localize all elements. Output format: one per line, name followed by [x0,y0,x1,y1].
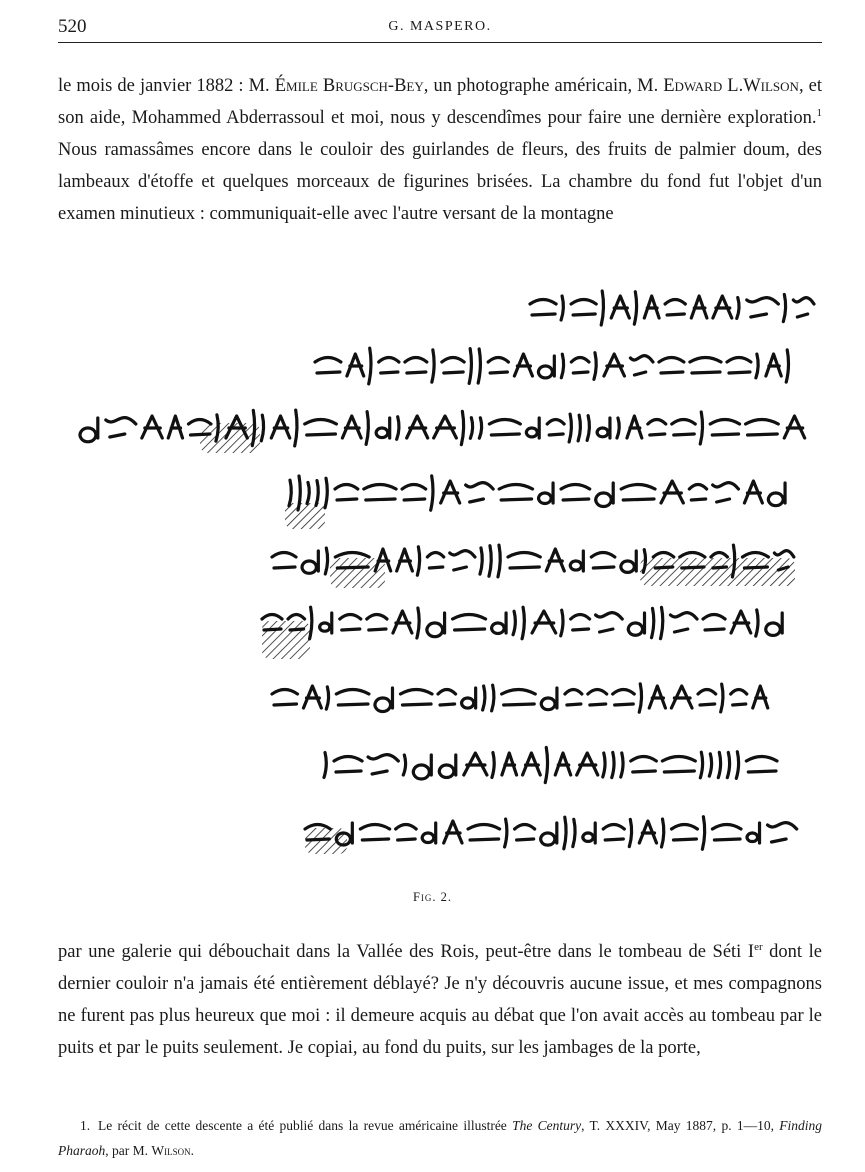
hieratic-stroke [731,611,751,633]
hieratic-stroke [432,350,434,382]
hieratic-stroke [302,551,318,573]
hieratic-stroke [768,483,785,506]
hieratic-stroke [596,613,623,632]
hieratic-stroke [369,348,371,384]
hieratic-stroke [700,752,702,778]
hieratic-stroke [325,548,327,574]
hieratic-stroke [326,687,328,709]
hieratic-stroke [612,752,614,777]
footnote-number: 1. [80,1118,91,1133]
hieratic-stroke [629,819,631,846]
hieratic-stroke [400,690,432,706]
hieratic-stroke [631,757,657,773]
hieratic-stroke [492,685,494,711]
hieratic-stroke [621,485,655,501]
hieratic-stroke [613,690,635,706]
hieratic-stroke [649,686,665,708]
hieratic-stroke [700,412,702,444]
hieratic-stroke [271,416,289,438]
hieratic-stroke [713,483,739,502]
hieratic-stroke [541,688,557,710]
hieratic-stroke [315,358,341,374]
hieratic-stroke [499,485,532,501]
running-head: G. MASPERO. [388,19,492,34]
para-top-text-4: Nous ramassâmes encore dans le couloir des guirlandes de fleurs, des fruits de palmier doum, des lambeaux d'étoffe et quelques morceaux de figurines brisées. La chambre du fond fut l'objet d'un examen minutieux : communiquait-elle avec l'autre versant de la montagne [58,140,822,224]
hieratic-stroke [652,608,654,637]
hieratic-stroke [746,757,777,773]
hieratic-stroke [587,416,589,441]
hieratic-stroke [480,548,482,574]
hieratic-stroke [470,418,472,439]
hieratic-stroke [508,553,540,569]
hieratic-stroke [468,825,500,841]
hieratic-stroke [661,607,663,638]
hieratic-stroke [603,825,624,841]
hieratic-stroke [753,686,768,708]
hieratic-stroke [710,420,739,436]
hieratic-stroke [672,420,695,436]
hieratic-stroke [737,298,739,319]
hieratic-stroke [489,546,491,577]
hieratic-stroke [756,354,758,378]
hieratic-stroke [347,354,364,376]
footnote-text-1: Le récit de cette descente a été publié dans la revue américaine illustrée [98,1118,513,1133]
paragraph-bottom [58,936,822,1064]
hieratic-stroke [396,825,417,841]
hieratic-stroke [597,418,610,438]
hieratic-stroke [736,752,738,779]
hieratic-stroke [375,688,392,712]
hieratic-stroke [569,414,571,442]
hieratic-stroke [427,553,443,569]
hieratic-stroke [461,411,463,444]
hieratic-stroke [444,821,462,843]
hieratic-stroke [718,752,720,777]
hieratic-stroke [522,607,524,639]
hieratic-stroke [492,613,506,633]
hieratic-stroke [698,690,716,706]
hieratic-stroke [659,358,684,374]
hieratic-stroke [393,611,412,633]
hieratic-stroke [492,753,494,778]
hieratic-stroke [469,349,471,384]
hieratic-stroke [438,690,456,706]
hieratic-stroke [295,410,297,446]
hieratic-stroke [397,417,399,439]
hieratic-stroke [594,353,596,380]
hieratic-stroke [570,551,583,571]
hieratic-stroke [564,817,566,849]
hieratic-stroke [413,755,431,779]
hieratic-stroke [603,753,605,777]
footnote-journal: The Century [512,1118,582,1133]
hieratic-stroke [661,481,683,503]
hieratic-stroke [571,300,596,316]
hieratic-stroke [502,690,536,706]
footnote-text-4: . [190,1143,194,1158]
hieratic-stroke [261,415,263,441]
hieratic-stroke [106,418,136,437]
name-wilson: Edward L.Wilson [663,76,799,96]
hieratic-stroke [671,686,692,708]
hieratic-stroke [634,292,636,325]
hieratic-stroke [532,611,556,633]
hieratic-stroke [565,690,582,706]
hieratic-stroke [342,416,361,438]
hieratic-stroke [784,416,804,438]
footnote [58,1113,822,1163]
hieratic-stroke [617,418,619,438]
hieratic-stroke [747,823,759,843]
para-top-text-1: le mois de janvier 1882 : M. [58,76,275,96]
hieratic-inscription-figure [0,278,865,878]
hieratic-stroke [747,298,779,317]
hieratic-stroke [453,615,486,631]
hieratic-stroke [561,354,563,378]
para-bottom-text-1: par une galerie qui débouchait dans la Vallée des Rois, peut-être dans le tombeau de Séti I [58,942,755,962]
hieratic-stroke [441,481,460,503]
hieratic-stroke [628,613,644,635]
hieratic-stroke [672,825,698,841]
hieratic-stroke [320,613,332,633]
hieratic-stroke [289,480,291,506]
hieratic-stroke [334,757,362,773]
hieratic-stroke [505,819,507,847]
hieratic-stroke [671,613,698,632]
hieratic-stroke [621,753,623,777]
hieratic-stroke [397,549,413,571]
hieratic-stroke [577,753,598,775]
hieratic-stroke [298,476,300,510]
hieratic-stroke [434,416,457,438]
hieratic-stroke [325,478,327,508]
hieratic-stroke [405,358,427,374]
para-bottom-text-2: dont le dernier couloir n'a jamais été entièrement déblayé? Je n'y découvris aucune issue, et mes compagnons ne furent pas plus heureux que moi : il demeure acquis au débat que l'on avait accès au tombeau par le puits et par le puits seulement. Je copiai, au fond du puits, sur les jambages de la porte, [58,942,822,1058]
page-number: 520 [58,16,87,37]
hieratic-stroke [498,545,500,577]
hieratic-stroke [488,358,508,374]
hieratic-stroke [483,686,485,710]
hieratic-stroke [324,753,326,778]
hieratic-stroke [703,615,725,631]
hieratic-stroke [376,418,390,438]
hieratic-stroke [665,300,685,316]
hieratic-stroke [756,610,758,636]
hieratic-stroke [316,481,318,506]
hieratic-stroke [561,485,590,501]
hieratic-stroke [513,611,515,634]
footnote-article-title: Finding Pharaoh [58,1118,822,1158]
hieratic-stroke [639,821,656,843]
hieratic-stroke [709,754,711,776]
hieratic-stroke [422,823,435,843]
name-brugsch: Émile Brugsch-Bey [274,76,424,96]
hieratic-stroke [689,485,706,501]
hieratic-stroke [546,549,564,571]
hieratic-stroke [545,747,547,782]
hieratic-stroke [303,686,321,708]
page-header [58,14,822,43]
hieratic-stroke [721,684,723,712]
hieratic-stroke [786,350,788,382]
hieratic-stroke [547,420,564,436]
footnote-author: Wilson [151,1143,191,1158]
footnote-text-2: , T. XXXIV, May 1887, p. 1—10, [581,1118,780,1133]
hieratic-stroke [367,615,387,631]
hieratic-stroke [746,420,779,436]
hieratic-stroke [596,483,613,506]
hieratic-stroke [766,613,782,635]
hieratic-stroke [80,418,98,442]
hieratic-stroke [417,547,419,575]
hieratic-stroke [168,416,182,438]
hieratic-stroke [514,354,532,376]
hieratic-stroke [142,416,162,438]
hieratic-stroke [417,608,419,638]
hieratic-stroke [464,753,487,775]
superscript-er: er [754,940,763,953]
hieratic-stroke [462,688,476,708]
hieratic-stroke [427,613,445,637]
hieratic-stroke [583,823,595,843]
hieratic-stroke [571,358,589,374]
hieratic-stroke [783,294,785,321]
hieratic-stroke [379,358,399,374]
hieratic-stroke [611,296,629,318]
hieratic-stroke [691,296,707,318]
hieratic-stroke [578,415,580,441]
hieratic-stroke [630,356,653,375]
hieratic-stroke [539,483,553,503]
hieratic-stroke [731,690,747,706]
hieratic-stroke [340,615,361,631]
hieratic-stroke [793,298,814,317]
hieratic-stroke [561,296,563,320]
hieratic-stroke [272,690,297,706]
hieratic-stroke [604,354,624,376]
hieratic-stroke [541,823,557,845]
hieratic-stroke [407,416,428,438]
paragraph-top [58,70,822,230]
footnote-text-3: , par M. [105,1143,152,1158]
hieratic-stroke [526,418,539,438]
hieratic-stroke [403,755,405,775]
hieratic-stroke [648,420,666,436]
hieratic-stroke [768,823,797,842]
hieratic-stroke [744,481,762,503]
hieratic-stroke [601,291,603,325]
hieratic-stroke [336,690,369,706]
hieratic-stroke [627,416,642,438]
hieratic-stroke [307,482,309,503]
hieratic-stroke [402,485,426,501]
hieratic-stroke [502,753,517,775]
hieratic-stroke [489,420,520,436]
hieratic-stroke [439,755,455,778]
hieratic-stroke [662,819,664,847]
hieratic-stroke [442,358,464,374]
hieratic-stroke [555,753,570,775]
hieratic-stroke [727,358,751,374]
footnote-reference: 1 [816,106,822,119]
hieratic-stroke [366,412,368,445]
hieratic-stroke [538,356,554,378]
hieratic-stroke [727,752,729,777]
hieratic-stroke [571,615,590,631]
hieratic-stroke [591,553,615,569]
figure-caption: Fig. 2. [412,890,453,904]
para-top-text-2: , un photographe américain, M. [423,76,664,96]
hieratic-stroke [515,825,535,841]
para-top-text-3: , et son aide, Mohammed Abderrassoul et moi, nous y descendîmes pour faire une dernière exploration. [58,76,822,128]
hieratic-stroke [712,825,741,841]
hieratic-stroke [766,354,781,376]
hieratic-stroke [360,825,389,841]
hieratic-stroke [523,753,541,775]
hieratic-stroke [450,551,475,570]
hieratic-stroke [713,296,732,318]
hieratic-stroke [530,300,556,316]
hieratic-stroke [364,485,396,501]
hieratic-stroke [561,610,563,636]
hieratic-stroke [368,755,398,774]
hieratic-stroke [702,817,704,850]
hieratic-stroke [466,483,493,502]
hieratic-stroke [478,349,480,383]
hieratic-stroke [335,485,358,501]
hieratic-stroke [588,690,607,706]
hieratic-stroke [639,684,641,712]
hieratic-stroke [644,296,659,318]
hieratic-stroke [662,757,695,773]
hieratic-stroke [305,420,337,436]
hieratic-stroke [272,553,296,569]
hieratic-stroke [310,607,312,639]
hieratic-stroke [431,476,433,510]
hieratic-stroke [573,819,575,846]
hieratic-stroke [690,358,721,374]
hieratic-inscription-icon [0,278,865,878]
hieratic-stroke [479,418,481,438]
hieratic-stroke [621,551,636,572]
